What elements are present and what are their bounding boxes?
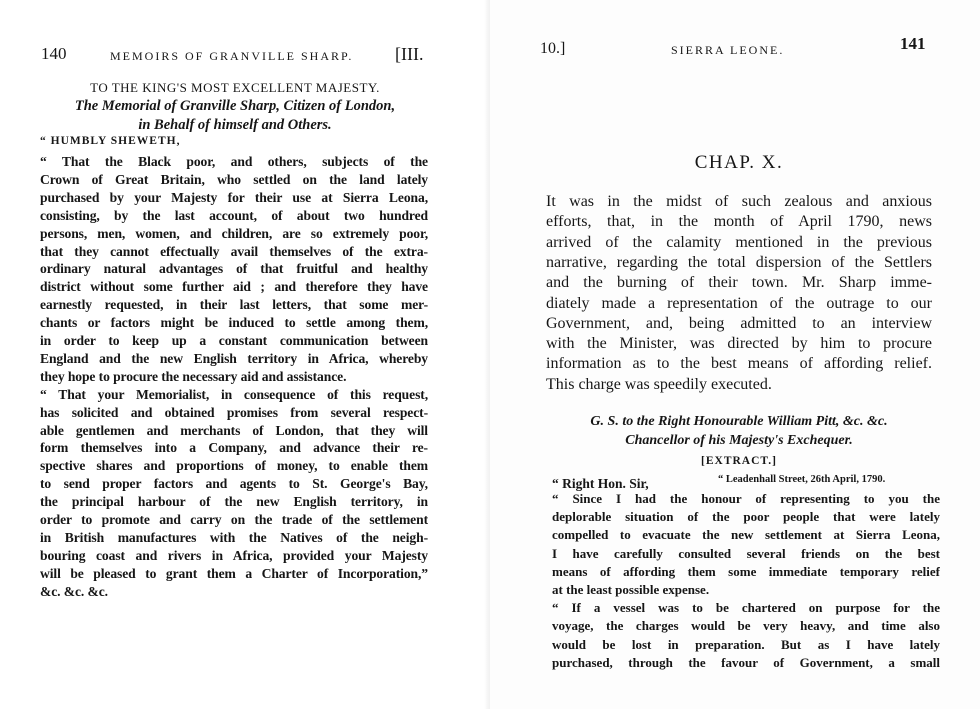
memorial-line: that they cannot effectually avail themselves of the extra-	[40, 243, 428, 259]
memorial-line: purchased by your Majesty for their use at Sierra Leona,	[40, 189, 428, 205]
memorial-line: able gentlemen and merchants of London, that they will	[40, 422, 428, 438]
memorial-line: “ That the Black poor, and others, subjects of the	[40, 154, 428, 169]
extract-label: [EXTRACT.]	[701, 455, 777, 467]
memorial-line: they hope to procure the necessary aid and assistance.	[40, 368, 347, 384]
right-page	[490, 0, 980, 709]
left-page-number: 140	[41, 44, 67, 63]
memorial-line: in order to keep up a constant communication between	[40, 333, 428, 348]
letter-heading-line-1: G. S. to the Right Honourable William Pitt, &c. &c.	[590, 414, 888, 429]
letter-line: purchased, through the favour of Government, a small	[552, 654, 940, 670]
memorial-line: &c. &c. &c.	[40, 583, 108, 599]
memorial-line: in British manufactures with the Natives of the neigh-	[40, 529, 428, 545]
memorial-line: earnestly requested, in their last letters, that some mer-	[40, 297, 428, 313]
letter-line: “ Since I had the honour of representing to you the	[552, 491, 940, 506]
memorial-title-line-2: in Behalf of himself and Others.	[138, 117, 332, 133]
memorial-line: ordinary natural advantages of that fruitful and healthy	[40, 261, 428, 277]
memorial-line: chants or factors might be induced to settle among them,	[40, 315, 428, 331]
memorial-line: district without some further aid ; and therefore they have	[40, 279, 428, 295]
memorial-line: the principal harbour of the new English territory, in	[40, 494, 428, 510]
memorial-line: order to promote and carry on the trade of the settlement	[40, 512, 428, 527]
memorial-line: form themselves into a Company, and advance their re-	[40, 440, 428, 456]
memorial-salutation: “ HUMBLY SHEWETH,	[40, 135, 181, 147]
left-section-marker: [III.	[395, 44, 424, 64]
chapter-line: narrative, regarding the total dispersion of the Settlers	[546, 253, 932, 271]
letter-line: voyage, the charges would be very heavy, and time also	[552, 618, 940, 634]
memorial-title-line-1: The Memorial of Granville Sharp, Citizen of London,	[74, 98, 396, 114]
memorial-address: TO THE KING'S MOST EXCELLENT MAJESTY.	[90, 80, 380, 95]
letter-dateline: “ Leadenhall Street, 26th April, 1790.	[718, 474, 886, 485]
letter-salutation: “ Right Hon. Sir,	[552, 476, 649, 491]
letter-heading-line-2: Chancellor of his Majesty's Exchequer.	[625, 433, 853, 448]
right-page-number: 141	[900, 34, 926, 53]
memorial-line: England and the new English territory in Africa, whereby	[40, 350, 428, 366]
memorial-line: to send proper factors and agents to St. George's Bay,	[40, 476, 428, 492]
chapter-line: arrived of the calamity mentioned in the previous	[546, 233, 932, 251]
chapter-line: efforts, that, in the month of April 1790, news	[546, 213, 932, 231]
letter-line: at the least possible expense.	[552, 582, 710, 597]
left-running-head: MEMOIRS OF GRANVILLE SHARP.	[110, 49, 354, 63]
chapter-line: Government, and, being admitted to an interview	[546, 314, 932, 332]
memorial-line: Crown of Great Britain, who settled on the land lately	[40, 171, 428, 187]
chapter-line: It was in the midst of such zealous and anxious	[546, 193, 932, 210]
letter-line: compelled to evacuate the new settlement at Sierra Leona,	[552, 527, 940, 543]
chapter-title: CHAP. X.	[694, 152, 784, 173]
right-running-head: SIERRA LEONE.	[671, 43, 785, 57]
memorial-line: spective shares and proportions of money, to enable them	[40, 458, 428, 474]
letter-line: deplorable situation of the poor people that were lately	[552, 509, 940, 525]
letter-line: would be lost in preparation. But as I have lately	[552, 636, 940, 652]
chapter-line: diately made a representation of the outrage to our	[546, 294, 932, 312]
memorial-line: will be pleased to grant them a Charter of Incorporation,”	[40, 565, 428, 581]
letter-line: I have carefully consulted several friends on the best	[552, 545, 940, 561]
memorial-line: consisting, by the last account, of about two hundred	[40, 207, 428, 223]
chapter-line: information as to the best means of affording relief.	[546, 355, 932, 373]
letter-line: “ If a vessel was to be chartered on purpose for the	[552, 600, 940, 616]
chapter-line: This charge was speedily executed.	[546, 375, 772, 393]
right-section-marker: 10.]	[540, 40, 566, 57]
memorial-line: bouring coast and rivers in Africa, provided your Majesty	[40, 547, 428, 563]
chapter-line: and the burning of their town. Mr. Sharp imme-	[546, 274, 932, 292]
memorial-line: “ That your Memorialist, in consequence of this request,	[40, 386, 428, 402]
letter-line: means of affording them some immediate temporary relief	[552, 563, 940, 579]
chapter-line: with the Minister, was directed by him to procure	[546, 335, 932, 353]
memorial-line: persons, men, women, and children, are so extremely poor,	[40, 225, 428, 241]
memorial-line: has solicited and obtained promises from several respect-	[40, 404, 428, 420]
